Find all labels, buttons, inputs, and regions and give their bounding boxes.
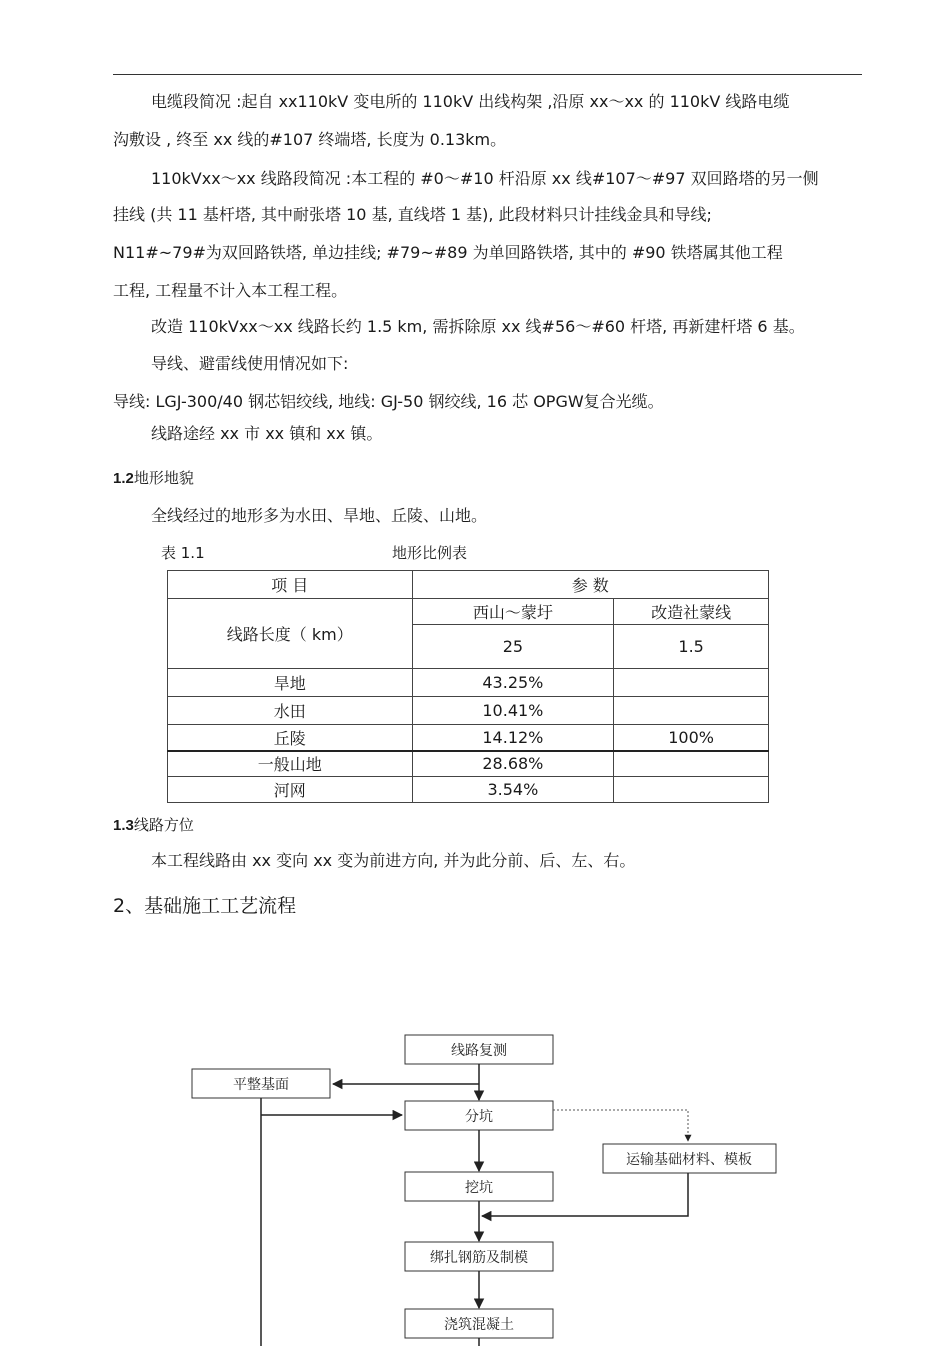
col-a-header: 西山～蒙圩	[412, 599, 614, 625]
divide-pit-label: 分坑	[465, 1109, 493, 1125]
table-caption-num: 表 1.1	[161, 544, 205, 562]
row-a: 43.25%	[412, 669, 614, 697]
heading-1-2-title: 地形地貌	[133, 469, 194, 487]
overhead-section-line4: 工程, 工程量不计入本工程工程。	[113, 281, 348, 300]
header-item: 项 目	[168, 571, 413, 599]
arrow-transport-to-flow	[482, 1173, 688, 1216]
rebuild-line: 改造 110kVxx～xx 线路长约 1.5 km, 需拆除原 xx 线#56～#60 杆塔, 再新建杆塔 6 基。	[151, 317, 805, 336]
table-caption-title: 地形比例表	[392, 544, 468, 562]
dotted-arrow-to-transport	[553, 1110, 688, 1141]
resurvey-label: 线路复测	[451, 1043, 507, 1059]
section-2-title: 2、基础施工工艺流程	[113, 895, 297, 917]
cable-section-line1: 电缆段简况 :起自 xx110kV 变电所的 110kV 出线构架 ,沿原 xx～xx 的 110kV 线路电缆	[151, 92, 790, 111]
conductor-intro: 导线、避雷线使用情况如下:	[151, 354, 349, 373]
route-path: 线路途经 xx 市 xx 镇和 xx 镇。	[151, 424, 383, 443]
row-name: 水田	[168, 697, 413, 725]
heading-1-2-num: 1.2	[113, 470, 134, 487]
row-name: 旱地	[168, 669, 413, 697]
terrain-text: 全线经过的地形多为水田、旱地、丘陵、山地。	[151, 506, 488, 525]
overhead-section-line1: 110kVxx～xx 线路段简况 :本工程的 #0～#10 杆沿原 xx 线#107～#97 双回路塔的另一侧	[151, 169, 819, 188]
length-label: 线路长度（ km）	[168, 599, 413, 669]
rebar-label: 绑扎钢筋及制模	[430, 1250, 528, 1266]
dig-pit-label: 挖坑	[465, 1180, 493, 1196]
row-a: 28.68%	[412, 751, 614, 777]
row-a: 10.41%	[412, 697, 614, 725]
length-b: 1.5	[614, 625, 769, 669]
heading-1-3-title: 线路方位	[133, 816, 194, 834]
heading-1-3-num: 1.3	[113, 817, 134, 834]
row-name: 一般山地	[168, 751, 413, 777]
header-param: 参 数	[412, 571, 768, 599]
overhead-section-line3: N11#~79#为双回路铁塔, 单边挂线; #79~#89 为单回路铁塔, 其中的 #90 铁塔属其他工程	[113, 243, 783, 262]
row-b: 100%	[614, 725, 769, 751]
level-base-label: 平整基面	[233, 1077, 289, 1093]
row-name: 丘陵	[168, 725, 413, 751]
row-name: 河网	[168, 777, 413, 803]
conductor-detail: 导线: LGJ-300/40 钢芯铝绞线, 地线: GJ-50 钢绞线, 16 芯 OPGW复合光缆。	[113, 392, 664, 411]
length-a: 25	[412, 625, 614, 669]
cable-section-line2: 沟敷设 , 终至 xx 线的#107 终端塔, 长度为 0.13km。	[113, 130, 507, 149]
col-b-header: 改造社蒙线	[614, 599, 769, 625]
direction-text: 本工程线路由 xx 变向 xx 变为前进方向, 并为此分前、后、左、右。	[151, 851, 636, 870]
overhead-section-line2: 挂线 (共 11 基杆塔, 其中耐张塔 10 基, 直线塔 1 基), 此段材料只计挂线金具和导线;	[113, 205, 712, 224]
transport-label: 运输基础材料、模板	[626, 1152, 752, 1168]
row-a: 3.54%	[412, 777, 614, 803]
pour-label: 浇筑混凝土	[444, 1317, 514, 1333]
row-a: 14.12%	[412, 725, 614, 751]
